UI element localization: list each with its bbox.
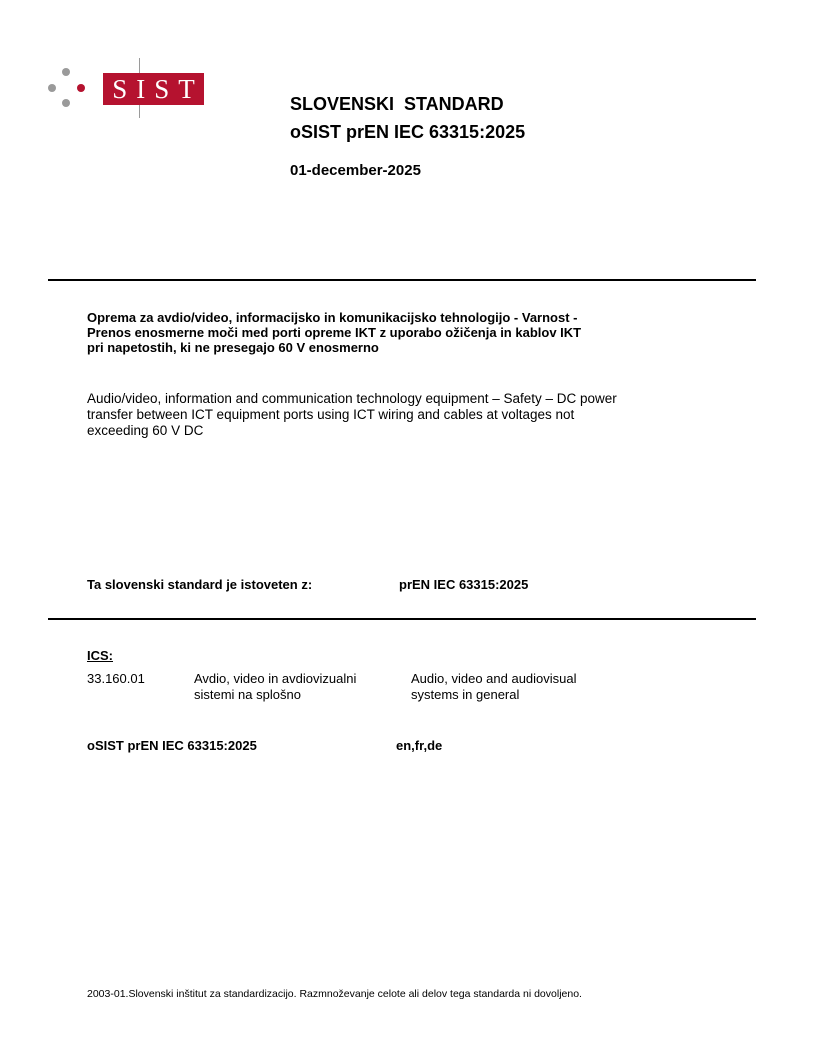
publication-date: 01-december-2025: [290, 162, 421, 179]
ics-code: 33.160.01: [87, 671, 145, 686]
ics-sl-line: sistemi na splošno: [194, 687, 301, 702]
standard-heading: SLOVENSKI STANDARD: [290, 94, 504, 114]
title-slovenian-line: Prenos enosmerne moči med porti opreme IKT z uporabo ožičenja in kablov IKT: [87, 325, 582, 340]
copyright-footer: 2003-01.Slovenski inštitut za standardizacijo. Razmnoževanje celote ali delov tega standarda ni dovoljeno.: [87, 988, 582, 1000]
title-slovenian-line: Oprema za avdio/video, informacijsko in komunikacijsko tehnologijo - Varnost -: [87, 310, 578, 325]
title-english-line: Audio/video, information and communication technology equipment – Safety – DC power: [87, 391, 617, 406]
identical-value: prEN IEC 63315:2025: [399, 577, 529, 592]
logo-dot-right: [77, 84, 85, 92]
ics-en-line: systems in general: [411, 687, 520, 702]
logo-dot-left: [48, 84, 56, 92]
title-english-line: exceeding 60 V DC: [87, 423, 204, 438]
top-divider: [48, 279, 756, 281]
standard-code: oSIST prEN IEC 63315:2025: [290, 122, 526, 142]
ics-description-english: [411, 671, 577, 703]
identical-label: Ta slovenski standard je istoveten z:: [87, 577, 313, 592]
logo-dot-bottom: [62, 99, 70, 107]
title-english: [87, 391, 747, 439]
logo-text: SIST: [112, 74, 204, 104]
title-slovenian: [87, 310, 747, 355]
ics-label: ICS:: [87, 648, 113, 663]
document-languages: en,fr,de: [396, 738, 443, 753]
logo-dot-top: [62, 68, 70, 76]
middle-divider: [48, 618, 756, 620]
title-english-line: transfer between ICT equipment ports using ICT wiring and cables at voltages not: [87, 407, 575, 422]
ics-sl-line: Avdio, video in avdiovizualni: [194, 671, 357, 686]
ics-en-line: Audio, video and audiovisual: [411, 671, 577, 686]
title-slovenian-line: pri napetostih, ki ne presegajo 60 V enosmerno: [87, 340, 379, 355]
ics-description-slovenian: [194, 671, 356, 703]
document-code: oSIST prEN IEC 63315:2025: [87, 738, 257, 753]
